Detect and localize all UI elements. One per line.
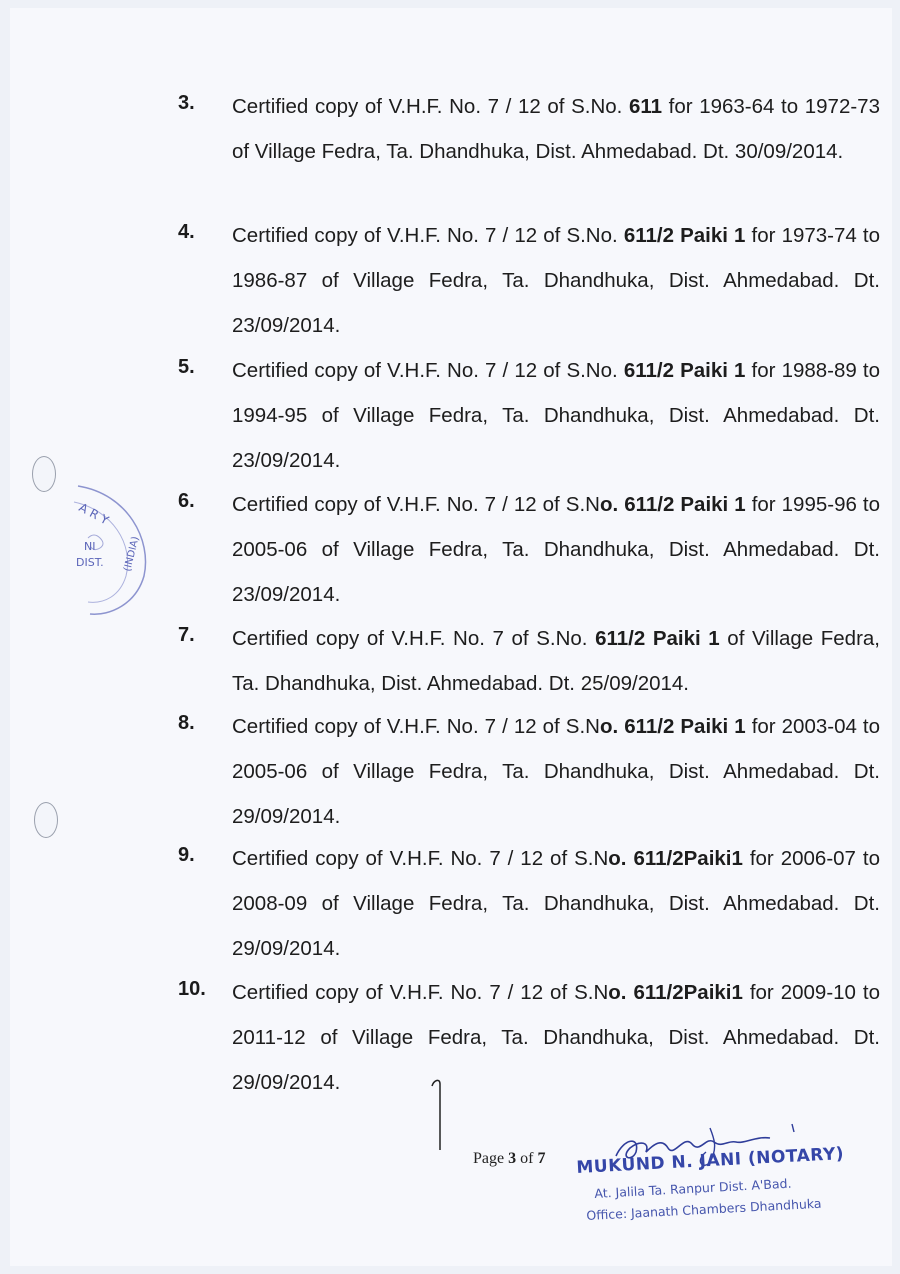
notary-stamp — [570, 1118, 845, 1238]
item-text: Certified copy of V.H.F. No. 7 / 12 of S.No. 611/2 Paiki 1 for 1973-74 to 1986-87 of Village Fedra, Ta. Dhandhuka, Dist. Ahmedabad. Dt. 23/09/2014. — [232, 224, 880, 337]
item-text: Certified copy of V.H.F. No. 7 / 12 of S.No. 611/2 Paiki 1 for 1988-89 to 1994-95 of Village Fedra, Ta. Dhandhuka, Dist. Ahmedabad. Dt. 23/09/2014. — [232, 359, 880, 472]
document-page — [10, 8, 892, 1266]
seal-text-dist: DIST. — [76, 556, 104, 569]
item-number: 8. — [178, 712, 195, 734]
item-number: 3. — [178, 92, 195, 114]
notary-name: MUKUND N. JANI (NOTARY) — [576, 1143, 845, 1178]
item-text: Certified copy of V.H.F. No. 7 / 12 of S.No. 611 for 1963-64 to 1972-73 of Village Fedra, Ta. Dhandhuka, Dist. Ahmedabad. Dt. 30/09/2014. — [232, 95, 880, 163]
item-number: 7. — [178, 624, 195, 646]
item-number: 5. — [178, 356, 195, 378]
notary-address-line: At. Jalila Ta. Ranpur Dist. A'Bad. — [594, 1175, 792, 1201]
punch-hole-bottom — [34, 802, 58, 838]
item-text: Certified copy of V.H.F. No. 7 / 12 of S.No. 611/2Paiki1 for 2009-10 to 2011-12 of Village Fedra, Ta. Dhandhuka, Dist. Ahmedabad. Dt. 29/09/2014. — [232, 981, 880, 1094]
item-number: 6. — [178, 490, 195, 512]
item-text: Certified copy of V.H.F. No. 7 / 12 of S.No. 611/2Paiki1 for 2006-07 to 2008-09 of Village Fedra, Ta. Dhandhuka, Dist. Ahmedabad. Dt. 29/09/2014. — [232, 847, 880, 960]
pen-mark — [428, 1076, 448, 1156]
notary-seal-stamp — [48, 480, 152, 620]
item-number: 4. — [178, 221, 195, 243]
page-number: Page 3 of 7 — [473, 1150, 546, 1167]
item-text: Certified copy of V.H.F. No. 7 / 12 of S.No. 611/2 Paiki 1 for 1995-96 to 2005-06 of Village Fedra, Ta. Dhandhuka, Dist. Ahmedabad. Dt. 23/09/2014. — [232, 493, 881, 606]
seal-text-india: (INDIA) — [122, 535, 142, 573]
item-text: Certified copy of V.H.F. No. 7 / 12 of S.No. 611/2 Paiki 1 for 2003-04 to 2005-06 of Village Fedra, Ta. Dhandhuka, Dist. Ahmedabad. Dt. 29/09/2014. — [232, 715, 881, 828]
seal-text-ni: NI — [84, 540, 96, 553]
item-number: 10. — [178, 978, 206, 1000]
item-text: Certified copy of V.H.F. No. 7 of S.No. 611/2 Paiki 1 of Village Fedra, Ta. Dhandhuka, Dist. Ahmedabad. Dt. 25/09/2014. — [232, 627, 880, 695]
notary-office-line: Office: Jaanath Chambers Dhandhuka — [586, 1195, 822, 1223]
item-number: 9. — [178, 844, 195, 866]
seal-text-ary: A R Y — [76, 500, 111, 528]
